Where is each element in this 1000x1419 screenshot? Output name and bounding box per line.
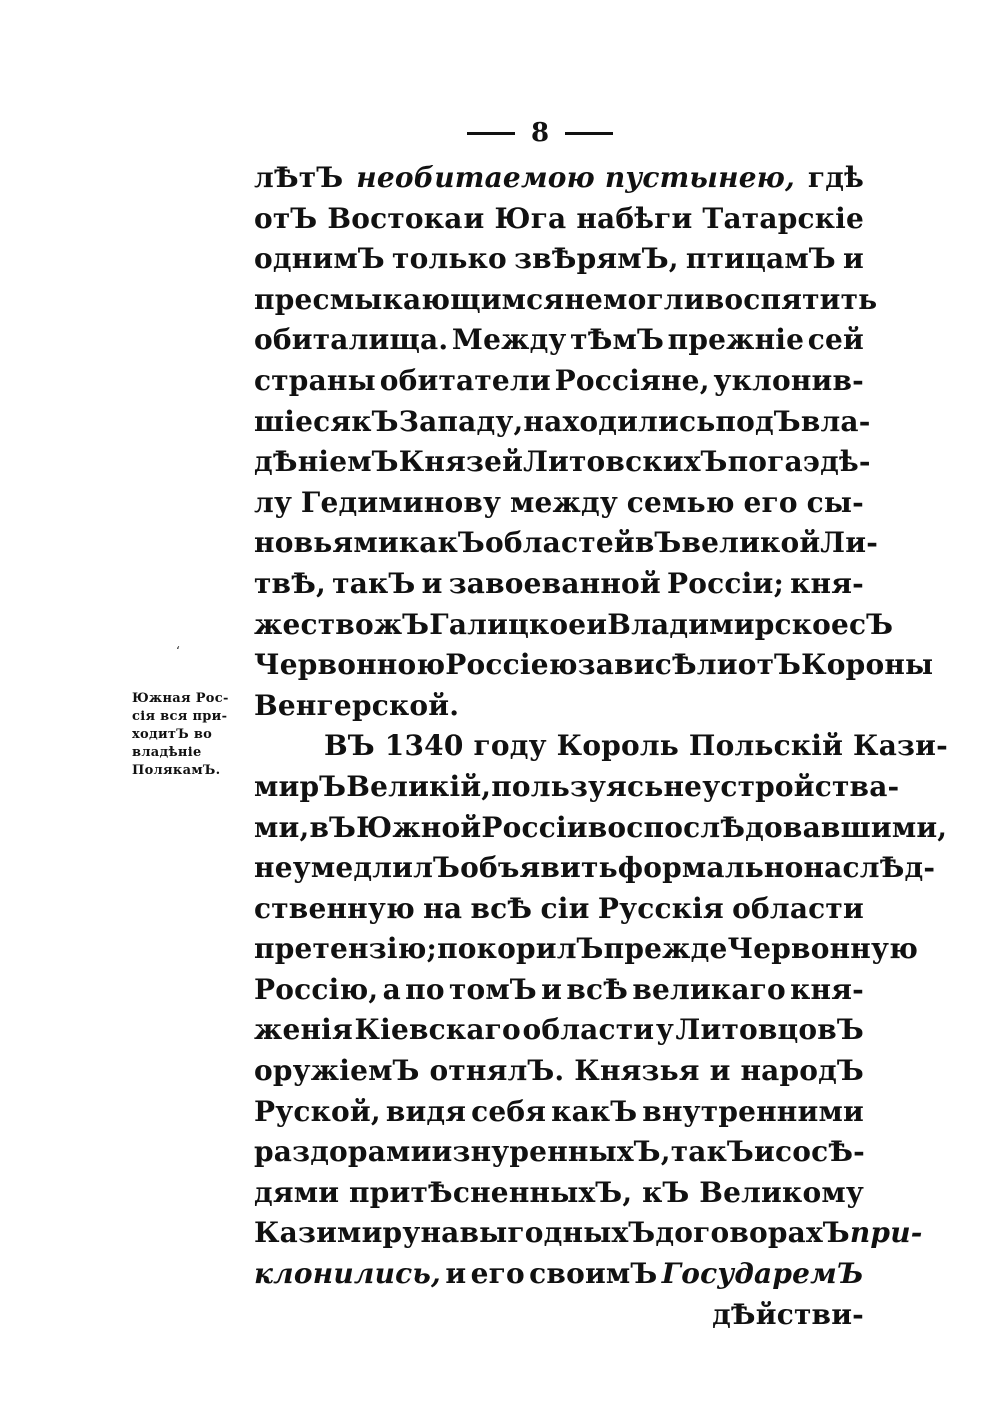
text-word: звѢрямЪ, [514,242,679,276]
text-word: Русскія [597,891,724,925]
text-word: кЪ [351,404,399,438]
text-line [254,605,894,646]
text-word: и [445,1257,467,1291]
text-word: Короны [801,648,934,682]
text-word: птицамЪ [685,242,836,276]
text-word: народЪ [740,1054,864,1088]
text-word: сы- [806,485,864,519]
text-word: наслѢд- [803,851,936,885]
text-word: Южной [356,810,482,844]
margin-note-line: сія вся при- [132,709,228,724]
text-word: дями [254,1175,340,1209]
text-line [254,645,934,686]
text-line [254,1010,864,1051]
text-word: завоеванной [448,566,661,600]
text-word: при- [849,1216,923,1250]
page-number: 8 [530,118,550,148]
text-word: отЪ [737,648,802,682]
margin-note [132,690,262,780]
text-line [254,686,864,727]
text-word: лѢтЪ [254,161,344,194]
margin-note-line: ПолякамЪ. [132,763,221,778]
text-word: Великому [699,1175,864,1209]
text-word: Владимирское [607,607,850,641]
text-word: а [382,972,401,1006]
text-line [254,158,864,199]
text-line [254,442,871,483]
text-word: областей [484,526,635,560]
text-word: дѢніемЪ [254,445,399,479]
text-word: воспослѢдовавшими, [587,810,948,844]
header-dash-left [467,132,515,135]
text-word: Западу, [398,404,524,438]
text-word: кня- [790,566,864,600]
text-word: на [420,1216,460,1250]
text-word: жествожЪ [254,607,430,641]
text-word: своимЪ [529,1257,658,1291]
text-word: дѢйстви- [712,1297,864,1331]
text-word: твѢ, [254,566,327,600]
text-line [254,402,871,443]
text-word: необитаемою пустынею, [356,161,795,194]
text-word: уклонив- [713,363,864,397]
text-word: изнуренныхЪ, [431,1135,671,1169]
header-dash-right [565,132,613,135]
text-word: не [564,282,604,316]
text-line [254,1173,864,1214]
text-word: пресмыкающимся [254,282,565,316]
text-word: Россіи; [667,566,784,600]
text-word: страны [254,363,376,397]
text-word: Великій, [346,769,492,803]
text-word: области [522,1013,655,1047]
text-word: формально [617,851,804,885]
text-word: великой [681,526,821,560]
text-word: гаэдѣ- [767,445,871,479]
text-word: женія [254,1013,353,1047]
text-line [254,483,864,524]
text-line [254,889,864,930]
text-word: такЪ [670,1135,754,1169]
text-word: могли [603,282,705,316]
text-word: мирЪ [254,769,347,803]
text-word: какЪ [551,1094,638,1128]
text-word: новьями [254,526,399,560]
text-line [254,361,864,402]
text-line [254,1051,864,1092]
text-word: великаго [632,972,786,1006]
text-line [254,726,948,767]
text-word: вла- [800,404,871,438]
text-word: на [423,891,463,925]
text-word: подЪ [715,404,801,438]
text-word: обиталища. [254,323,449,357]
text-word: только [392,242,507,276]
text-word: Россіяне, [554,363,710,397]
text-word: притѢсненныхЪ, [349,1175,633,1209]
text-word: и [586,607,608,641]
text-line [254,848,936,889]
text-word: Россію, [254,972,379,1006]
text-word: и [843,242,864,276]
text-word: ВЪ 1340 году Король Польскій Кази- [324,729,948,763]
text-word: семью [626,485,735,519]
text-word: томЪ [448,972,537,1006]
text-word: Россіею [445,648,578,682]
text-word: выгодныхЪ [459,1216,656,1250]
text-line [254,767,900,808]
text-word: по [405,972,445,1006]
text-word: Галицкое [429,607,587,641]
text-word: Князей [398,445,524,479]
text-word: оружіемЪ [254,1054,420,1088]
text-line [254,239,864,280]
text-word: по [727,445,768,479]
text-line [254,1132,864,1173]
text-line [254,1213,923,1254]
text-word: тѢмЪ [570,323,665,357]
text-line [254,199,864,240]
text-word: сЪ [849,607,894,641]
text-word: покорилЪ [437,932,604,966]
text-word: какЪ [398,526,485,560]
text-word: воспятить [704,282,878,316]
text-word: не [254,851,293,885]
text-word: лу [254,485,293,519]
text-word: прежніе [667,323,805,357]
text-word: видя [385,1094,467,1128]
text-word: его [470,1257,525,1291]
text-word: Руской, [254,1094,381,1128]
text-word: всѢ [566,972,629,1006]
text-word: вЪ [634,526,682,560]
text-word: вЪ [309,810,357,844]
text-word: отнялЪ. [429,1054,565,1088]
text-word: гдѣ [807,161,864,194]
text-word: такЪ [332,566,416,600]
text-word: Россіи [481,810,588,844]
text-word: отЪ Востока [254,201,463,235]
text-word: прежде [603,932,728,966]
text-word: и Юга набѣги Татарскіе [463,201,864,235]
text-word: однимЪ [254,242,385,276]
text-word: и [709,1054,731,1088]
text-word: Червонную [727,932,919,966]
text-word: обитатели [379,363,551,397]
text-word: ми, [254,810,310,844]
text-word: неустройства- [663,769,900,803]
text-word: и [541,972,563,1006]
text-line [254,1254,864,1295]
page-header [440,118,640,148]
text-word: кня- [790,972,864,1006]
margin-note-line: Южная Рос- [132,691,229,706]
text-line [254,970,864,1011]
text-word: его [743,485,798,519]
text-word: находились [523,404,716,438]
text-line [254,320,864,361]
text-word: сіи [540,891,590,925]
text-line [254,564,864,605]
text-word: ственную [254,891,415,925]
text-word: внутренними [642,1094,864,1128]
text-word: договорахЪ [655,1216,850,1250]
margin-note-line: владѣніе [132,745,202,760]
text-line [254,808,948,849]
text-word: Князья [574,1054,700,1088]
text-word: Казимиру [254,1216,421,1250]
text-word: зависѢли [577,648,738,682]
text-line [254,1295,864,1336]
text-word: и [753,1135,775,1169]
margin-mark: ʻ [176,644,180,658]
text-word: области [732,891,864,925]
text-word: между [509,485,618,519]
text-word: Венгерской. [254,688,460,722]
text-word: клонились, [254,1257,442,1291]
text-line [254,929,919,970]
text-word: Ли- [820,526,879,560]
text-word: сей [807,323,864,357]
margin-note-line: ходитЪ во [132,727,213,742]
text-word: кЪ [642,1175,690,1209]
text-word: себя [471,1094,547,1128]
text-line [254,280,878,321]
text-word: и [421,566,443,600]
text-word: Червонною [254,648,446,682]
text-word: шіеся [254,404,352,438]
text-word: претензію; [254,932,438,966]
text-line [254,523,879,564]
text-word: пользуясь [491,769,664,803]
text-word: ГосударемЪ [661,1257,864,1291]
text-word: всѢ [470,891,533,925]
text-word: сосѢ- [774,1135,865,1169]
text-word: Кіевскаго [354,1013,521,1047]
text-word: раздорами [254,1135,432,1169]
text-word: умедлилЪ [292,851,461,885]
text-word: Гедиминову [300,485,502,519]
text-word: ЛитовцовЪ [675,1013,864,1047]
text-word: объявить [460,851,618,885]
text-line [254,1092,864,1133]
text-word: Между [451,323,567,357]
body-text [254,158,948,1335]
text-word: у [655,1013,674,1047]
text-word: ЛитовскихЪ [523,445,728,479]
